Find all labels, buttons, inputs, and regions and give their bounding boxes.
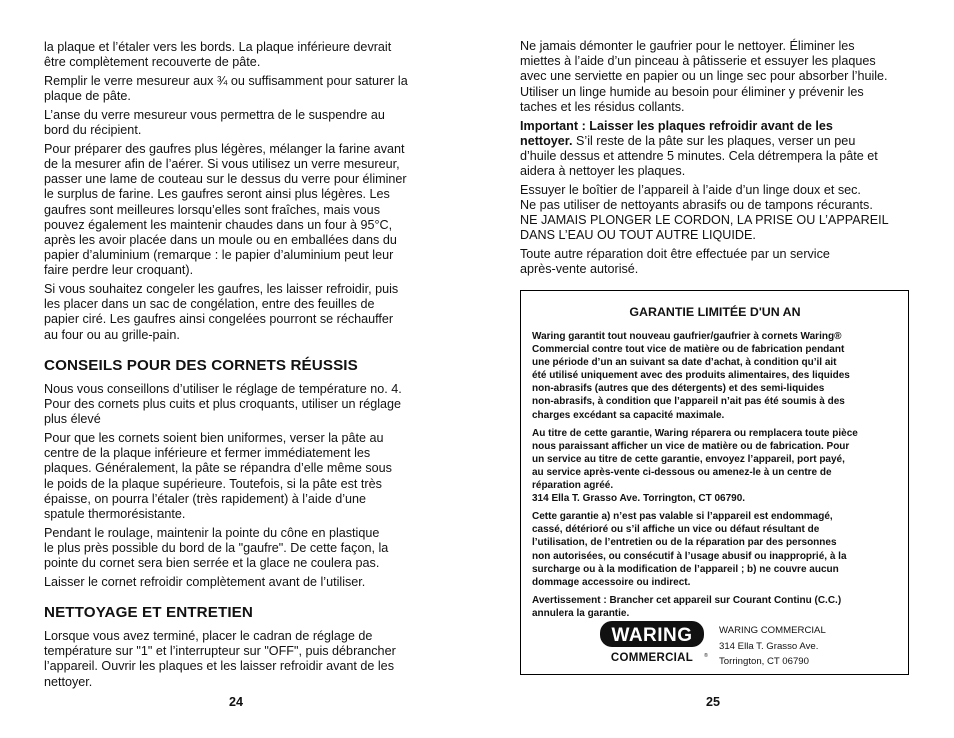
- company-address: [719, 623, 826, 670]
- section-heading-nettoyage: NETTOYAGE ET ENTRETIEN: [44, 604, 253, 621]
- paragraph-measuring-cup: Remplir le verre mesureur aux ¾ ou suffisamment pour saturer la plaque de pâte.: [44, 73, 408, 104]
- paragraph-cornet-uniform: Pour que les cornets soient bien uniformes, verser la pâte au centre de la plaque inférieure et fermer immédiatement les plaques. Généralement, la pâte se répandra d’elle même sous le poids de la plaque supérieure. Toutefois, si la pâte est très épaisse, on pourra l’étaler (très rapidement) à l’aide d’une spatule thermorésistante.: [44, 430, 392, 521]
- warranty-paragraph-repair: Au titre de cette garantie, Waring réparera ou remplacera toute pièce nous paraissant afficher un vice de matière ou de fabrication. Pour un service au titre de cette garantie, envoyez l’appareil, port payé, au service après-vente ci-dessous ou amenez-le à un centre de réparation agréé. 314 Ella T. Grasso Ave. Torrington, CT 06790.: [532, 427, 858, 505]
- right-page-content: [520, 39, 912, 281]
- logo-commercial-text: COMMERCIAL: [610, 652, 694, 664]
- left-page-content: [44, 40, 436, 693]
- important-label: Important : Laisser les plaques refroidir avant de les nettoyer.: [520, 118, 833, 148]
- section-heading-cornets: CONSEILS POUR DES CORNETS RÉUSSIS: [44, 356, 358, 374]
- logo-waring-text: WARING: [611, 625, 693, 646]
- address-line: 314 Ella T. Grasso Ave.: [719, 640, 819, 652]
- paragraph-cleaning-start: Lorsque vous avez terminé, placer le cadran de réglage de température sur "1" et l’interrupteur sur "OFF", puis débrancher l’appareil. Ouvrir les plaques et les laisser refroidir avant de les nettoyer.: [44, 629, 396, 689]
- paragraph-housing-wipe: Essuyer le boîtier de l’appareil à l’aide d’un linge doux et sec. Ne pas utiliser de nettoyants abrasifs ou de tampons récurants. NE JAMAIS PLONGER LE CORDON, LA PRISE OU L’APPAREIL DANS L’EAU OU TOUT AUTRE LIQUIDE.: [520, 182, 889, 243]
- warranty-title: GARANTIE LIMITÉE D'UN AN: [629, 305, 801, 319]
- paragraph-authorized-service: Toute autre réparation doit être effectuée par un service après-vente autorisé.: [520, 247, 830, 277]
- warranty-paragraph-warning: [532, 594, 898, 620]
- important-text: S’il reste de la pâte sur les plaques, verser un peu d’huile dessus et attendre 5 minutes. Cela détrempera la pâte et aidera à nettoyer les plaques.: [520, 133, 878, 179]
- paragraph-lighter-waffles: Pour préparer des gaufres plus légères, mélanger la farine avant de la mesurer afin de l’aérer. Si vous utilisez un verre mesureur, passer une lame de couteau sur le dessus du verre pour éliminer le surplus de farine. Les gaufres seront ainsi plus légères. Les gaufres sont meilleures lorsqu’elles sont fraîches, mais vous pouvez également les maintenir chaudes dans un four à 95°C, après les avoir placée dans un moule ou en emballées dans du papier d’aluminium (remarque : le papier d’aluminium peut leur faire perdre leur croquant).: [44, 141, 407, 278]
- paragraph-spread-batter: la plaque et l’étaler vers les bords. La plaque inférieure devrait être complètement recouverte de pâte.: [44, 40, 392, 70]
- registered-mark: ®: [704, 653, 708, 659]
- page-number-left: 24: [229, 695, 244, 709]
- waring-commercial-logo: [600, 621, 710, 665]
- paragraph-cornet-cooling: Laisser le cornet refroidir complètement avant de l’utiliser.: [44, 574, 366, 589]
- address-line: Torrington, CT 06790: [719, 656, 809, 668]
- warranty-footer: [600, 621, 900, 671]
- paragraph-cup-handle: L’anse du verre mesureur vous permettra de le suspendre au bord du récipient.: [44, 107, 385, 138]
- warning-text: Brancher cet appareil sur Courant Continu (C.C.) annulera la garantie.: [532, 594, 842, 619]
- warranty-box: [520, 290, 909, 675]
- warranty-paragraph-exclusions: Cette garantie a) n’est pas valable si l’appareil est endommagé, cassé, détérioré ou s’il affiche un vice ou défaut résultant de l’utilisation, de l’entretien ou de la réparation par des personnes non autorisées, ou consécutif à l’usage abusif ou inapproprié, à la surcharge ou à la modification de l’appareil ; b) ne couvre aucun dommage accessoire ou indirect.: [532, 511, 847, 588]
- page-number-right: 25: [706, 695, 721, 709]
- warranty-paragraph-coverage: Waring garantit tout nouveau gaufrier/gaufrier à cornets Waring® Commercial contre tout vice de matière ou de fabrication pendant une période d’un an suivant sa date d’achat, à condition qu’il ait été utilisé uniquement avec des produits alimentaires, des liquides non-abrasifs (autres que des détergents) et des semi-liquides non-abrasifs, à condition que l’appareil n’ait pas été soumis à des charges excédant sa capacité maximale.: [532, 331, 850, 421]
- paragraph-cornet-temperature: Nous vous conseillons d’utiliser le réglage de température no. 4. Pour des cornets plus cuits et plus croquants, utiliser un réglage plus élevé: [44, 381, 402, 427]
- warning-label: Avertissement :: [532, 594, 607, 606]
- paragraph-no-disassembly: Ne jamais démonter le gaufrier pour le nettoyer. Éliminer les miettes à l’aide d’un pinceau à pâtisserie et essuyer les plaques avec une serviette en papier ou un linge sec pour absorber l’huile. Utiliser un linge humide au besoin pour éliminer y prévenir les taches et les résidus collants.: [520, 39, 888, 114]
- paragraph-cornet-rolling: Pendant le roulage, maintenir la pointe du cône en plastique le plus près possible du bord de la "gaufre". De cette façon, la pointe du cornet sera bien serrée et la glace ne coulera pas.: [44, 525, 389, 571]
- paragraph-important: [520, 119, 912, 180]
- paragraph-freezing: Si vous souhaitez congeler les gaufres, les laisser refroidir, puis les placer dans un sac de congélation, entre des feuilles de papier ciré. Les gaufres ainsi congelées pourront se réchauffer au four ou au grille-pain.: [44, 282, 399, 342]
- address-line: WARING COMMERCIAL: [719, 625, 826, 636]
